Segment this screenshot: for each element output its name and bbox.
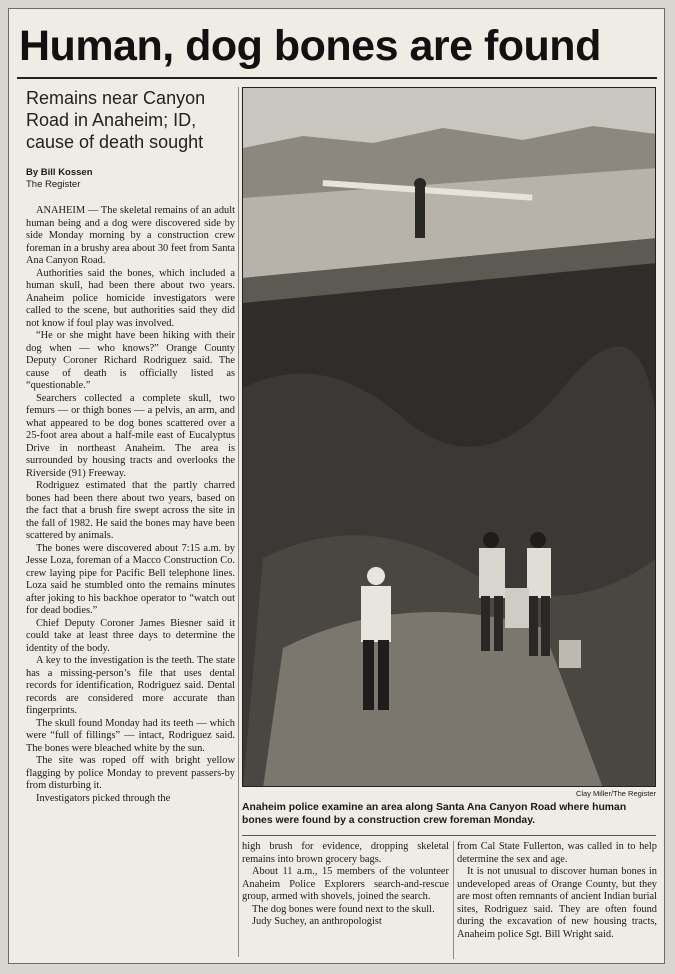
caption-rule [242, 835, 656, 836]
paragraph: Investigators picked through the [36, 792, 171, 804]
column-divider [238, 87, 239, 957]
paragraph: from Cal State Fullerton, was called in to help determine the sex and age. [457, 841, 657, 865]
article-column-1 [26, 205, 235, 957]
paragraph: The skull found Monday had its teeth — which were “full of fillings” — intact, Rodriguez said. The bones were bleached white by the sun. [26, 717, 235, 754]
paragraph: Rodriguez estimated that the partly charred bones had been there about two years, based on the fact that a brush fire swept across the site in the fall of 1982. He said the bones may have been scattered by animals. [26, 480, 235, 541]
paragraph: The bones were discovered about 7:15 a.m. by Jesse Loza, foreman of a Macco Construction Co. crew laying pipe for Pacific Bell telephone lines. Loza said he stumbled onto the remains minutes after joking to his backhoe operator to “watch out for dead bodies.” [26, 542, 235, 616]
byline-organization: The Register [26, 179, 81, 190]
paragraph: Authorities said the bones, which included a human skull, had been there about two years. Anaheim police homicide investigators were called to the scene, but authorities said they did not know if foul play was involved. [26, 267, 235, 329]
photo-caption: Anaheim police examine an area along Santa Ana Canyon Road where human bones were found by a construction crew foreman Monday. [242, 802, 627, 826]
photo-scene [243, 88, 656, 787]
paragraph: The dog bones were found next to the skull. [252, 903, 435, 915]
news-photo [242, 87, 656, 787]
column-divider [453, 841, 454, 959]
paragraph: The site was roped off with bright yellow flagging by police Monday to prevent passers-by from disturbing it. [26, 755, 235, 791]
deck-subheadline: Remains near Canyon Road in Anaheim; ID, cause of death sought [26, 88, 206, 152]
paragraph: Searchers collected a complete skull, two femurs — or thigh bones — a pelvis, an arm, and what appeared to be dog bones scattered over a 25-foot area about a half-mile east of Eucalyptus Drive in northeast Anaheim. The area is surrounded by housing tracts and overlooks the Riverside (91) Freeway. [26, 392, 235, 479]
article-column-3 [457, 841, 657, 961]
paragraph: Judy Suchey, an anthropologist [252, 916, 382, 927]
paragraph: Chief Deputy Coroner James Biesner said it could take at least three days to determine the identity of the body. [26, 617, 235, 654]
byline [26, 167, 236, 191]
headline: Human, dog bones are found [19, 22, 601, 70]
byline-author: By Bill Kossen [26, 167, 93, 178]
article-column-2 [242, 841, 449, 961]
paragraph: A key to the investigation is the teeth. The state has a missing-person’s file that uses dental records for identification, Rodriguez said. Dental records are considered more accurate than fingerprints. [26, 655, 235, 716]
headline-rule [17, 77, 657, 79]
paragraph: high brush for evidence, dropping skeletal remains into brown grocery bags. [242, 841, 449, 865]
paragraph: “He or she might have been hiking with their dog when — who knows?” Orange County Deputy Coroner Richard Rodriguez said. The cause of death is officially listed as “questionable.” [26, 330, 235, 391]
paragraph: About 11 a.m., 15 members of the volunteer Anaheim Police Explorers search-and-rescue group, armed with shovels, joined the search. [242, 866, 449, 902]
newspaper-clipping [8, 8, 665, 964]
paragraph: It is not unusual to discover human bones in undeveloped areas of Orange County, but they are most often remnants of ancient Indian burial sites, Rodriguez said. They are often found during the excavation of new housing tracts, Anaheim police Sgt. Bill Wright said. [457, 866, 657, 940]
paragraph: ANAHEIM — The skeletal remains of an adult human being and a dog were discovered side by side Monday morning by a construction crew foreman in a brushy area about 30 feet from Santa Ana Canyon Road. [26, 205, 235, 266]
photo-credit: Clay Miller/The Register [575, 789, 656, 798]
